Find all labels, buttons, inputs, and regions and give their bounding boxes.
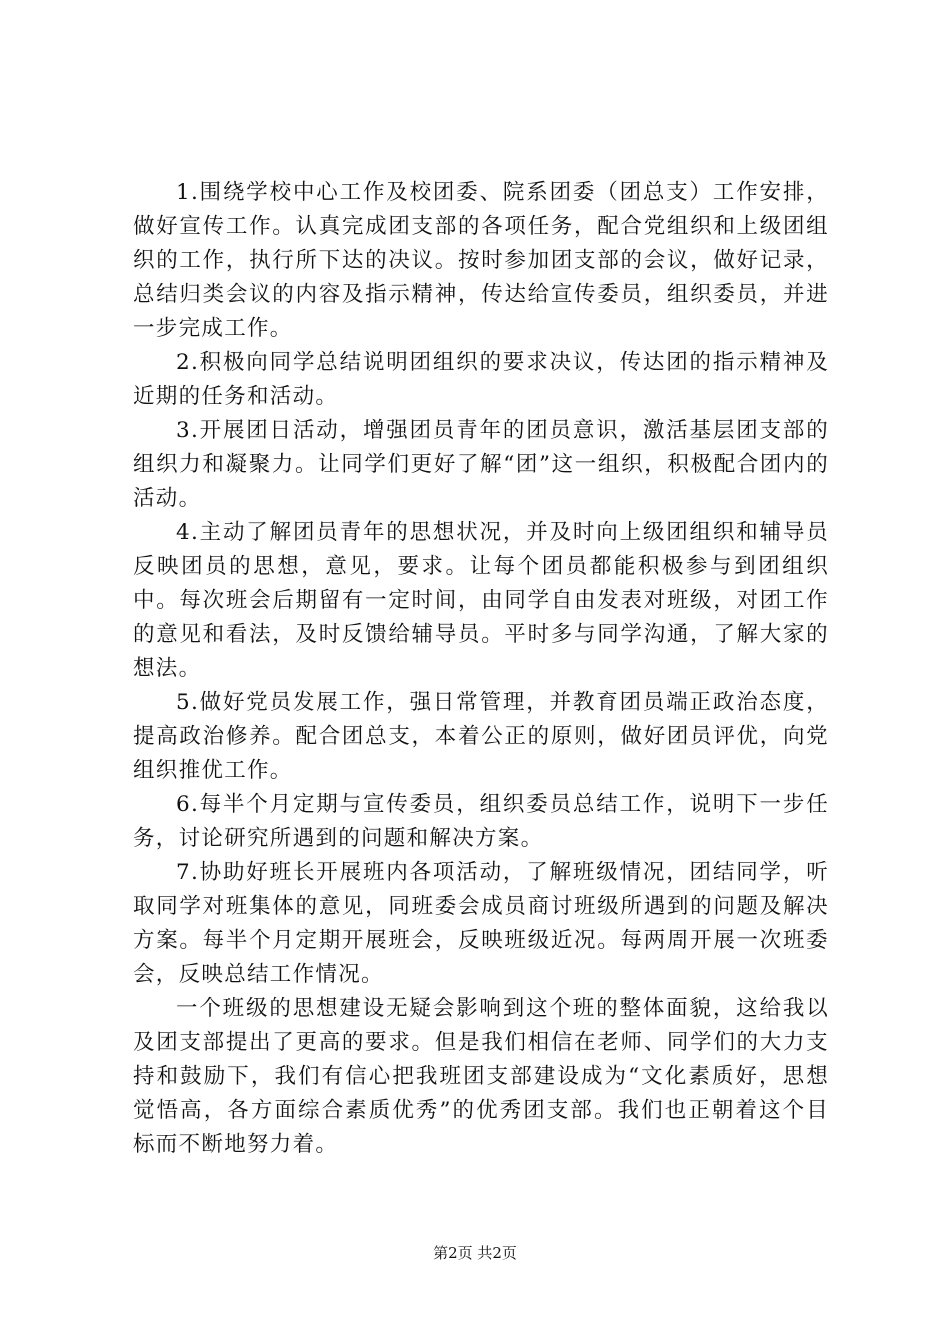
document-body — [133, 176, 829, 1162]
paragraph-item-2: 2.积极向同学总结说明团组织的要求决议，传达团的指示精神及近期的任务和活动。 — [133, 350, 829, 409]
paragraph-item-1: 1.围绕学校中心工作及校团委、院系团委（团总支）工作安排，做好宣传工作。认真完成团支部的各项任务，配合党组织和上级团组织的工作，执行所下达的决议。按时参加团支部的会议，做好记录，总结归类会议的内容及指示精神，传达给宣传委员，组织委员，并进一步完成工作。 — [133, 180, 829, 341]
paragraph-item-4: 4.主动了解团员青年的思想状况，并及时向上级团组织和辅导员反映团员的思想，意见，要求。让每个团员都能积极参与到团组织中。每次班会后期留有一定时间，由同学自由发表对班级，对团工作的意见和看法，及时反馈给辅导员。平时多与同学沟通，了解大家的想法。 — [133, 520, 829, 681]
page-number-footer: 第2页 共2页 — [433, 1244, 517, 1262]
paragraph-item-6: 6.每半个月定期与宣传委员，组织委员总结工作，说明下一步任务，讨论研究所遇到的问题和解决方案。 — [133, 792, 829, 851]
paragraph-item-7: 7.协助好班长开展班内各项活动，了解班级情况，团结同学，听取同学对班集体的意见，同班委会成员商讨班级所遇到的问题及解决方案。每半个月定期开展班会，反映班级近况。每两周开展一次班委会，反映总结工作情况。 — [133, 860, 829, 987]
paragraph-item-3: 3.开展团日活动，增强团员青年的团员意识，激活基层团支部的组织力和凝聚力。让同学们更好了解“团”这一组织，积极配合团内的活动。 — [133, 418, 829, 511]
paragraph-conclusion: 一个班级的思想建设无疑会影响到这个班的整体面貌，这给我以及团支部提出了更高的要求。但是我们相信在老师、同学们的大力支持和鼓励下，我们有信心把我班团支部建设成为“文化素质好，思想觉悟高，各方面综合素质优秀”的优秀团支部。我们也正朝着这个目标而不断地努力着。 — [133, 996, 829, 1157]
paragraph-item-5: 5.做好党员发展工作，强日常管理，并教育团员端正政治态度，提高政治修养。配合团总支，本着公正的原则，做好团员评优，向党组织推优工作。 — [133, 690, 829, 783]
